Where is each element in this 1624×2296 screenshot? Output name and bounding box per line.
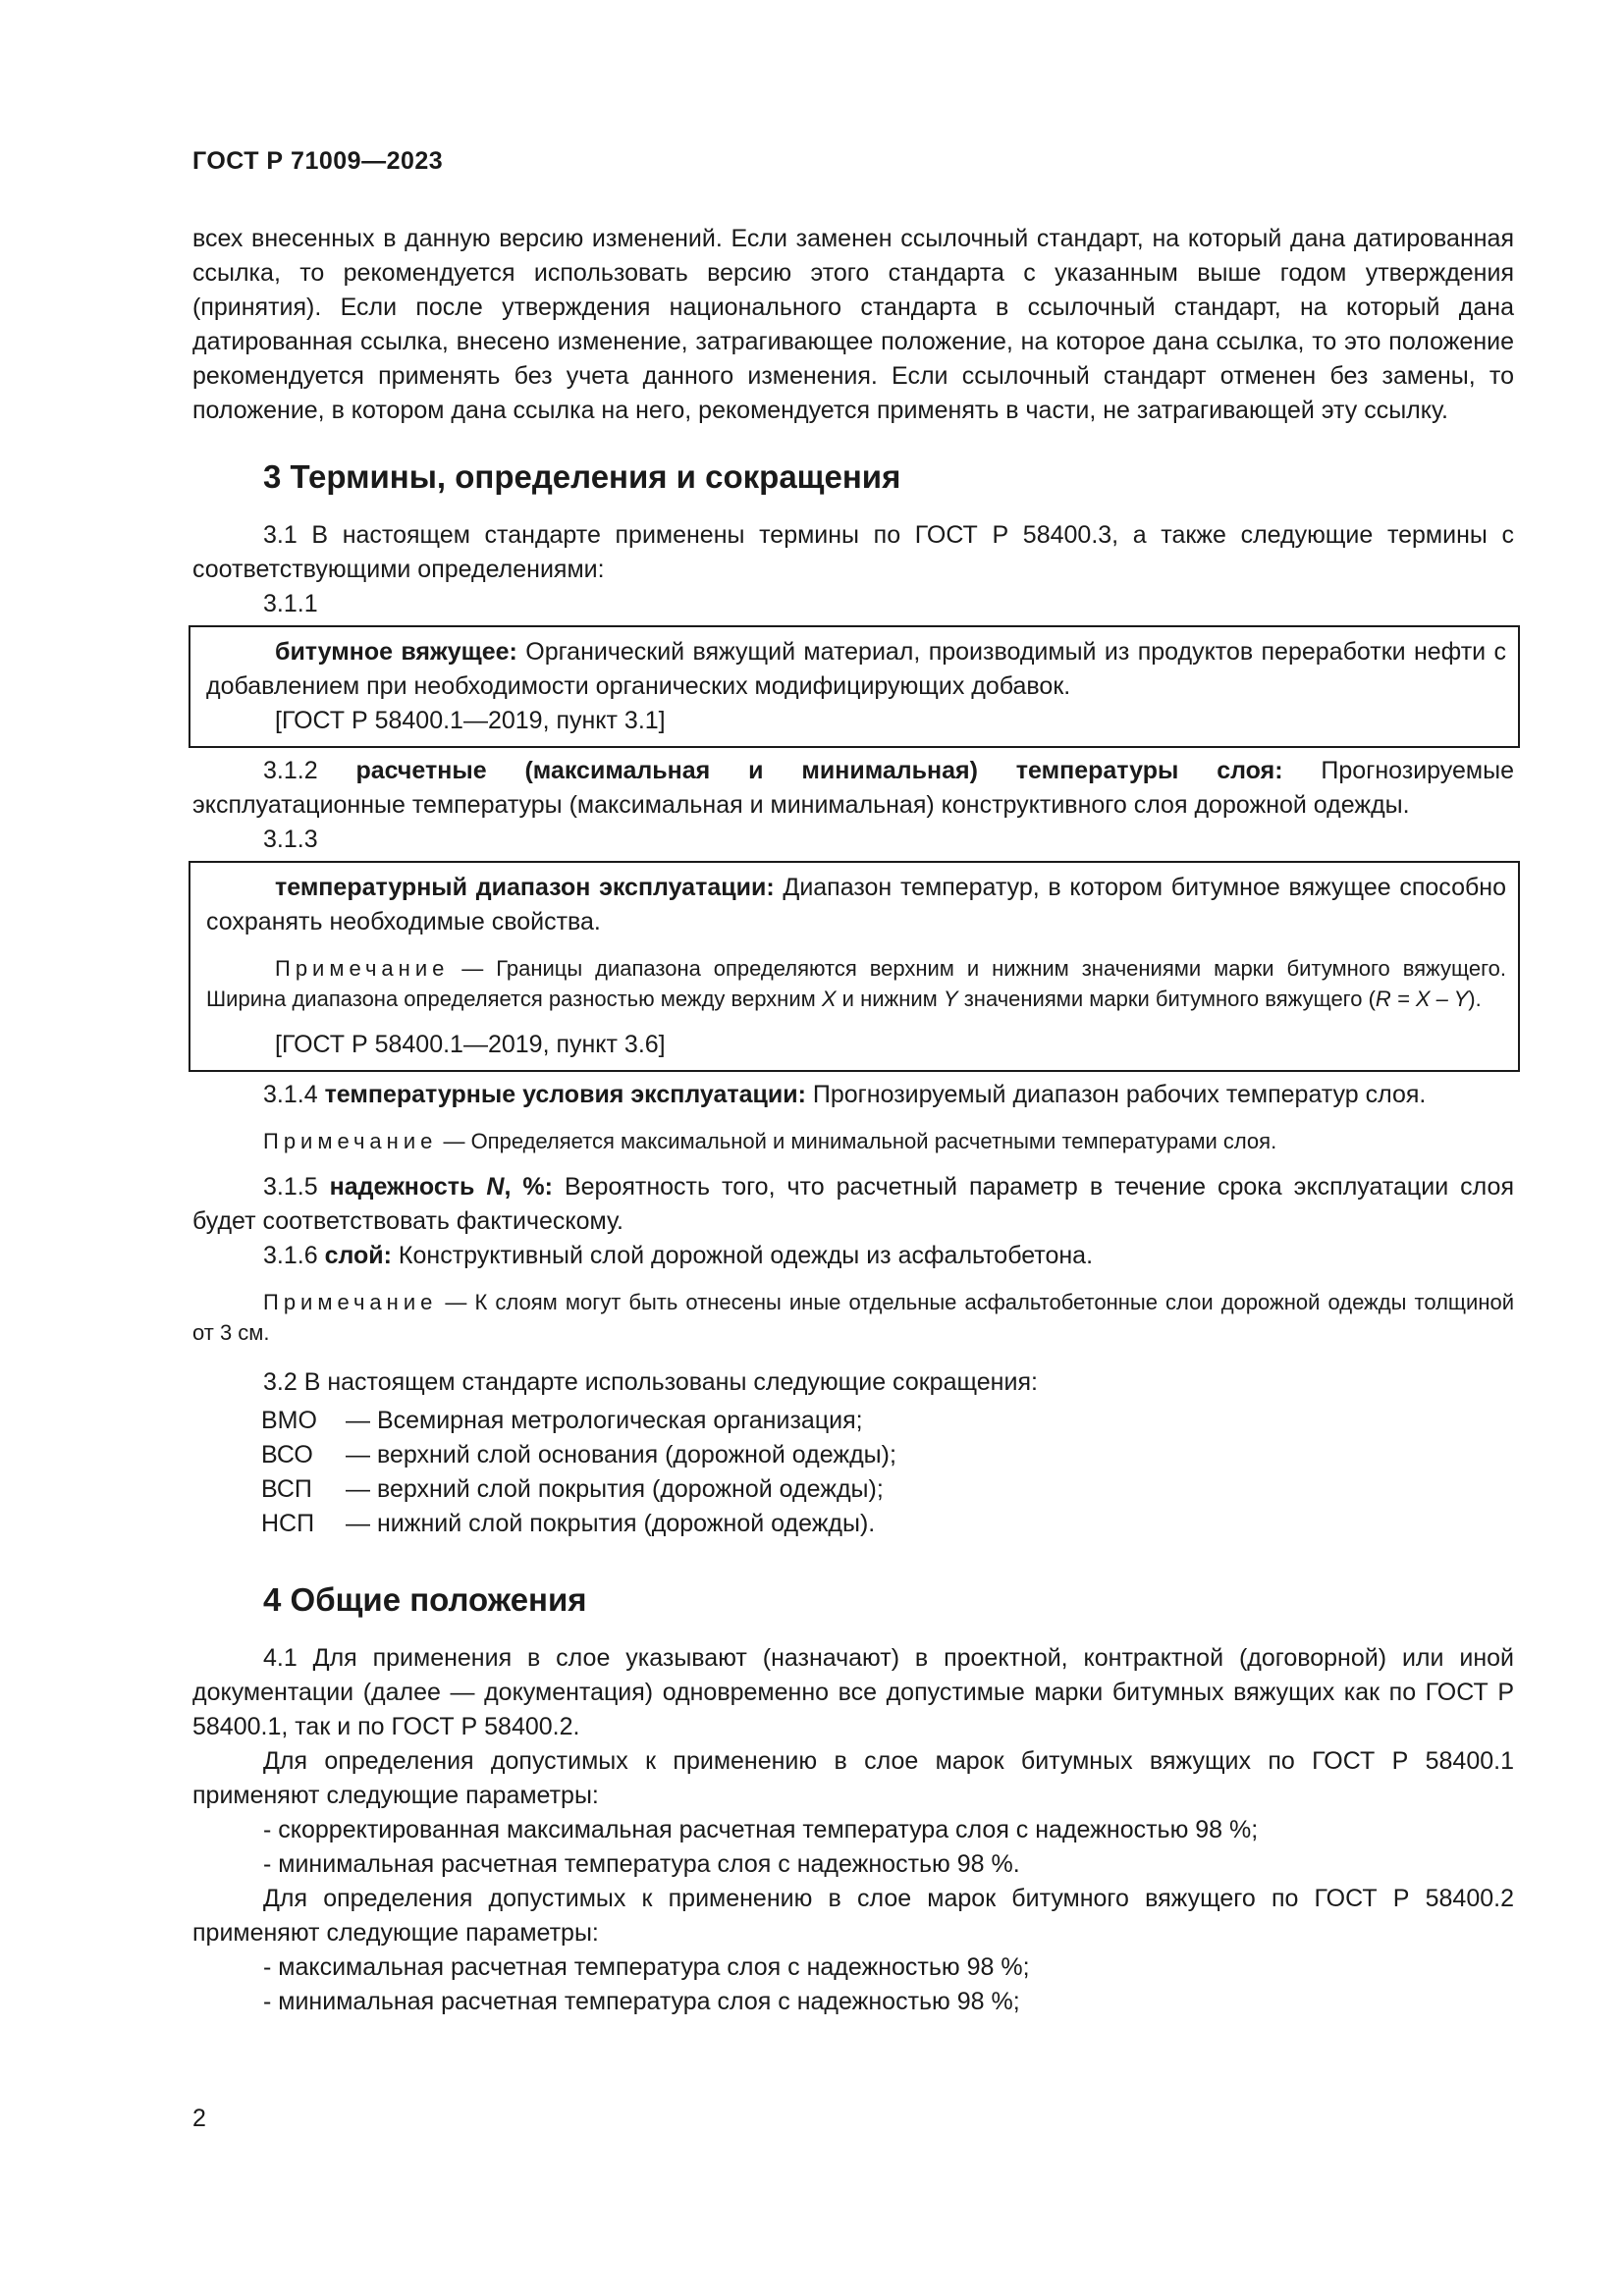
- note-text: — К слоям могут быть отнесены иные отдельные асфальтобетонные слои дорожной одежды толщиной от 3 см.: [192, 1290, 1514, 1345]
- section-3-heading: 3 Термины, определения и сокращения: [263, 458, 901, 495]
- term-3-1-3-source: [ГОСТ Р 58400.1—2019, пункт 3.6]: [275, 1031, 666, 1058]
- list-item: - скорректированная максимальная расчетная температура слоя с надежностью 98 %;: [263, 1816, 1259, 1843]
- page-number: 2: [192, 2105, 206, 2132]
- list-item: - минимальная расчетная температура слоя с надежностью 98 %;: [263, 1988, 1020, 2015]
- term-3-1-4-name: температурные условия эксплуатации:: [324, 1081, 806, 1108]
- term-3-1-3-name: температурный диапазон эксплуатации:: [275, 874, 775, 901]
- term-3-1-1-name: битумное вяжущее:: [275, 638, 517, 666]
- abbreviation-definition: — верхний слой основания (дорожной одежды);: [346, 1441, 896, 1468]
- clause-3-1-4-number: 3.1.4: [263, 1081, 325, 1108]
- range-formula: R = X – Y: [1375, 987, 1469, 1011]
- abbreviation-code: ВМО: [261, 1407, 317, 1434]
- term-3-1-3: [206, 871, 1506, 939]
- abbreviation-list: [192, 1404, 1514, 1541]
- term-3-1-2-definition: Прогнозируемые эксплуатационные температуры (максимальная и минимальная) конструктивного слоя дорожной одежды.: [192, 757, 1514, 819]
- paragraph-params-58400-1: Для определения допустимых к применению в слое марок битумных вяжущих по ГОСТ Р 58400.1 применяют следующие параметры:: [192, 1747, 1514, 1809]
- abbreviation-item: [192, 1472, 1514, 1507]
- term-3-1-1-source: [ГОСТ Р 58400.1—2019, пункт 3.1]: [275, 707, 666, 734]
- abbreviation-item: [192, 1438, 1514, 1472]
- term-3-1-1: [206, 635, 1506, 704]
- term-3-1-2-name: расчетные (максимальная и минимальная) температуры слоя:: [355, 757, 1283, 784]
- variable-n: N: [486, 1173, 505, 1201]
- page-content: [192, 222, 1514, 2019]
- term-3-1-3-note: [206, 953, 1506, 1014]
- term-3-1-5-name: [330, 1173, 553, 1201]
- term-3-1-6: [192, 1239, 1514, 1273]
- clause-3-1: 3.1 В настоящем стандарте применены термины по ГОСТ Р 58400.3, а также следующие термины с соответствующими определениями:: [192, 521, 1514, 583]
- note-label: Примечание: [263, 1129, 438, 1153]
- abbreviation-code: ВСО: [261, 1441, 313, 1468]
- clause-3-1-5-number: 3.1.5: [263, 1173, 330, 1201]
- term-3-1-3-definition: Диапазон температур, в котором битумное вяжущее способно сохранять необходимые свойства.: [206, 874, 1507, 935]
- note-label: Примечание: [263, 1290, 438, 1314]
- variable-x: X: [821, 987, 837, 1011]
- term-3-1-1-definition: Органический вяжущий материал, производимый из продуктов переработки нефти с добавлением при необходимости органических модифицирующих добавок.: [206, 638, 1506, 700]
- term-3-1-4-definition: Прогнозируемый диапазон рабочих температур слоя.: [805, 1081, 1427, 1108]
- term-3-1-5: [192, 1170, 1514, 1239]
- term-3-1-4: [192, 1078, 1514, 1112]
- term-3-1-6-name: слой:: [324, 1242, 392, 1269]
- abbreviation-item: [192, 1507, 1514, 1541]
- abbreviation-code: НСП: [261, 1510, 315, 1537]
- section-4-heading: 4 Общие положения: [263, 1581, 587, 1618]
- paragraph-params-58400-2: Для определения допустимых к применению в слое марок битумного вяжущего по ГОСТ Р 58400.2 применяют следующие параметры:: [192, 1885, 1514, 1947]
- note-text-part: — Границы диапазона определяются верхним и нижним значениями марки битумного вяжущего. Ширина диапазона определяется разностью между верхним: [206, 956, 1506, 1011]
- term-3-1-6-note: [192, 1287, 1514, 1348]
- note-text-part: значениями марки битумного вяжущего (: [957, 987, 1376, 1011]
- abbreviation-item: [192, 1404, 1514, 1438]
- abbreviation-code: ВСП: [261, 1475, 312, 1503]
- list-item: - минимальная расчетная температура слоя с надежностью 98 %.: [263, 1850, 1020, 1878]
- term-3-1-6-definition: Конструктивный слой дорожной одежды из асфальтобетона.: [391, 1242, 1094, 1269]
- clause-3-1-2-number: 3.1.2: [263, 757, 356, 784]
- clause-3-2: 3.2 В настоящем стандарте использованы следующие сокращения:: [263, 1368, 1038, 1396]
- clause-3-1-1-number: 3.1.1: [263, 590, 318, 617]
- term-unit: , %:: [504, 1173, 553, 1201]
- clause-4-1: 4.1 Для применения в слое указывают (назначают) в проектной, контрактной (договорной) или иной документации (далее — документация) одновременно все допустимые марки битумных вяжущих как по ГОСТ Р 58400.1, так и по ГОСТ Р 58400.2.: [192, 1644, 1514, 1740]
- abbreviation-definition: — нижний слой покрытия (дорожной одежды).: [346, 1510, 876, 1537]
- abbreviation-definition: — Всемирная метрологическая организация;: [346, 1407, 863, 1434]
- term-3-1-5-definition: Вероятность того, что расчетный параметр в течение срока эксплуатации слоя будет соответствовать фактическому.: [192, 1173, 1514, 1235]
- clause-3-1-6-number: 3.1.6: [263, 1242, 325, 1269]
- abbreviation-definition: — верхний слой покрытия (дорожной одежды);: [346, 1475, 884, 1503]
- note-text-part: и нижним: [836, 987, 944, 1011]
- clause-3-1-3-number: 3.1.3: [263, 826, 318, 853]
- document-code-header: ГОСТ Р 71009—2023: [192, 147, 444, 175]
- term-3-1-2: [192, 754, 1514, 823]
- note-label: Примечание: [275, 956, 450, 981]
- intro-paragraph: всех внесенных в данную версию изменений. Если заменен ссылочный стандарт, на который дана датированная ссылка, то рекомендуется использовать версию этого стандарта с указанным выше годом утверждения (принятия). Если после утверждения национального стандарта в ссылочный стандарт, на который дана датированная ссылка, внесено изменение, затрагивающее положение, на которое дана ссылка, то это положение рекомендуется применять без учета данного изменения. Если ссылочный стандарт отменен без замены, то положение, в котором дана ссылка на него, рекомендуется применять в части, не затрагивающей эту ссылку.: [192, 225, 1514, 424]
- term-box-3-1-1: [189, 625, 1520, 748]
- term-name-part: надежность: [329, 1173, 487, 1201]
- variable-y: Y: [943, 987, 958, 1011]
- term-3-1-4-note: [192, 1126, 1514, 1156]
- note-text-part: ).: [1468, 987, 1482, 1011]
- note-text: — Определяется максимальной и минимальной расчетными температурами слоя.: [437, 1129, 1277, 1153]
- list-item: - максимальная расчетная температура слоя с надежностью 98 %;: [263, 1953, 1030, 1981]
- term-box-3-1-3: [189, 861, 1520, 1072]
